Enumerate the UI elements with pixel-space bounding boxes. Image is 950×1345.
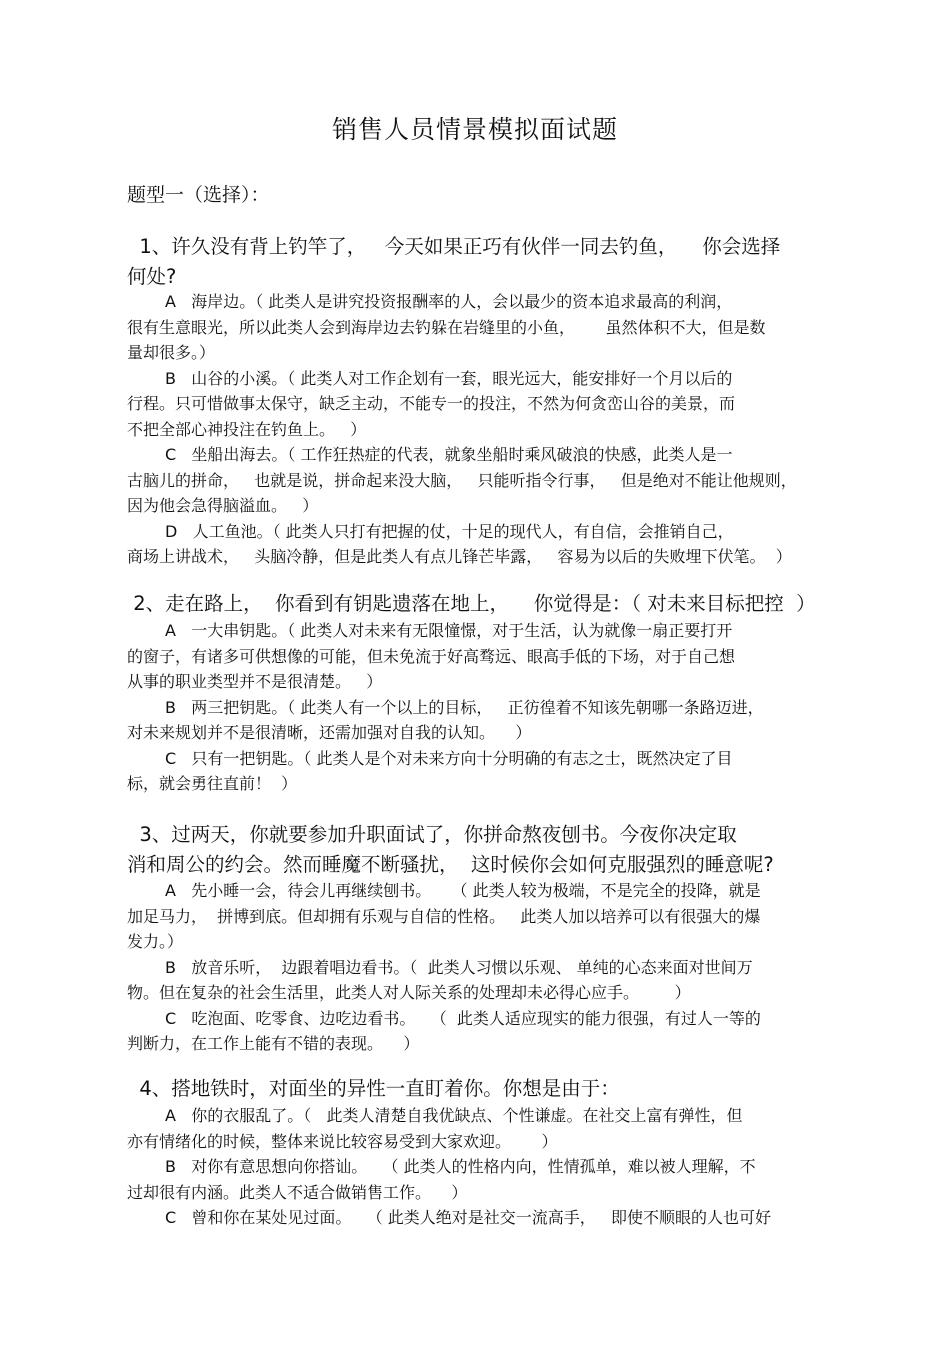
question-2-options [127,618,847,797]
option-a-line: A 先小睡一会，待会儿再继续刨书。 （ 此类人较为极端，不是完全的投降，就是 [165,881,761,900]
option-a-line: A 你的衣服乱了。（ 此类人清楚自我优缺点、个性谦虚。在社交上富有弹性，但 [165,1106,743,1125]
option-c-line: 古脑儿的拼命， 也就是说，拼命起来没大脑， 只能听指令行事， 但是绝对不能让他规则， [127,470,797,490]
question-line: 何处? [127,265,177,288]
option-a-line: 加足马力， 拼博到底。但却拥有乐观与自信的性格。 此类人加以培养可以有很强大的爆 [127,906,761,926]
option-a-line: A 海岸边。（ 此类人是讲究投资报酬率的人，会以最少的资本追求最高的利润， [165,292,733,311]
option-d-line: D 人工鱼池。（ 此类人只打有把握的仗，十足的现代人，有自信，会推销自己， [165,521,734,541]
option-b-line: B 放音乐听， 边跟着唱边看书。（ 此类人习惯以乐观、 单纯的心态来面对世间万 [165,957,753,977]
option-c-line: C 坐船出海去。（ 工作狂热症的代表，就象坐船时乘风破浪的快感，此类人是一 [165,445,733,464]
option-b-line: 物。但在复杂的社会生活里，此类人对人际关系的处理却未必得心应手。 ） [127,983,691,1002]
option-c-line: C 吃泡面、吃零食、边吃边看书。 （ 此类人适应现实的能力很强，有过人一等的 [165,1008,761,1028]
option-a-line: 从事的职业类型并不是很清楚。 ） [127,672,383,691]
section-heading: 题型一（选择）： [127,184,270,206]
option-b-line: 对未来规划并不是很清晰，还需加强对自我的认知。 ） [127,723,532,742]
question-4 [127,1074,847,1104]
option-b-line: B 对你有意思想向你搭讪。 （ 此类人的性格内向，性情孤单，难以被人理解，不 [165,1157,756,1176]
question-4-options [127,1103,847,1231]
question-line: 消和周公的约会。然而睡魔不断骚扰， 这时候你会如何克服强烈的睡意呢? [127,853,774,876]
question-line: 2、走在路上， 你看到有钥匙遗落在地上， 你觉得是：（ 对未来目标把控 ） [127,592,816,615]
option-a-line: 的窗子，有诸多可供想像的可能，但未免流于好高骛远、眼高手低的下场，对于自己想 [127,646,736,666]
option-b-line: B 两三把钥匙。（ 此类人有一个以上的目标， 正彷徨着不知该先朝哪一条路迈进， [165,697,764,717]
option-b-line: 不把全部心神投注在钓鱼上。 ） [127,419,367,439]
option-b-line: 行程。只可惜做事太保守，缺乏主动，不能专一的投注，不然为何贪峦山谷的美景，而 [127,394,736,413]
option-c-line: C 曾和你在某处见过面。 （ 此类人绝对是社交一流高手， 即使不顺眼的人也可好 [165,1208,772,1227]
question-2 [127,589,847,619]
option-a-line: 很有生意眼光，所以此类人会到海岸边去钓躲在岩缝里的小鱼， 虽然体积不大，但是数 [127,317,766,337]
question-line: 3、过两天，你就要参加升职面试了，你拼命熬夜刨书。今夜你决定取 [127,823,737,846]
question-1 [127,232,847,292]
option-c-line: C 只有一把钥匙。（ 此类人是个对未来方向十分明确的有志之士，既然决定了目 [165,748,733,768]
question-line: 1、许久没有背上钓竿了， 今天如果正巧有伙伴一同去钓鱼， 你会选择 [127,235,781,258]
option-d-line: 商场上讲战术， 头脑冷静，但是此类人有点儿锋芒毕露， 容易为以后的失败埋下伏笔。 ） [127,547,792,566]
option-c-line: 判断力，在工作上能有不错的表现。 ） [127,1034,420,1053]
option-b-line: B 山谷的小溪。（ 此类人对工作企划有一套，眼光远大，能安排好一个月以后的 [165,368,733,388]
option-a-line: 亦有情绪化的时候，整体来说比较容易受到大家欢迎。 ） [127,1131,558,1151]
option-c-line: 标，就会勇往直前！ ） [127,774,298,793]
option-a-line: A 一大串钥匙。（ 此类人对未来有无限憧憬，对于生活，认为就像一扇正要打开 [165,621,733,640]
option-c-line: 因为他会急得脑溢血。 ） [127,496,319,515]
question-3 [127,820,847,880]
option-a-line: 量却很多。） [127,343,216,362]
document-title: 销售人员情景模拟面试题 [331,115,618,144]
question-3-options [127,878,847,1057]
question-line: 4、搭地铁时，对面坐的异性一直盯着你。你想是由于： [127,1077,620,1100]
option-a-line: 发力。） [127,932,184,951]
question-1-options [127,289,847,570]
option-b-line: 过却很有内涵。此类人不适合做销售工作。 ） [127,1182,468,1202]
